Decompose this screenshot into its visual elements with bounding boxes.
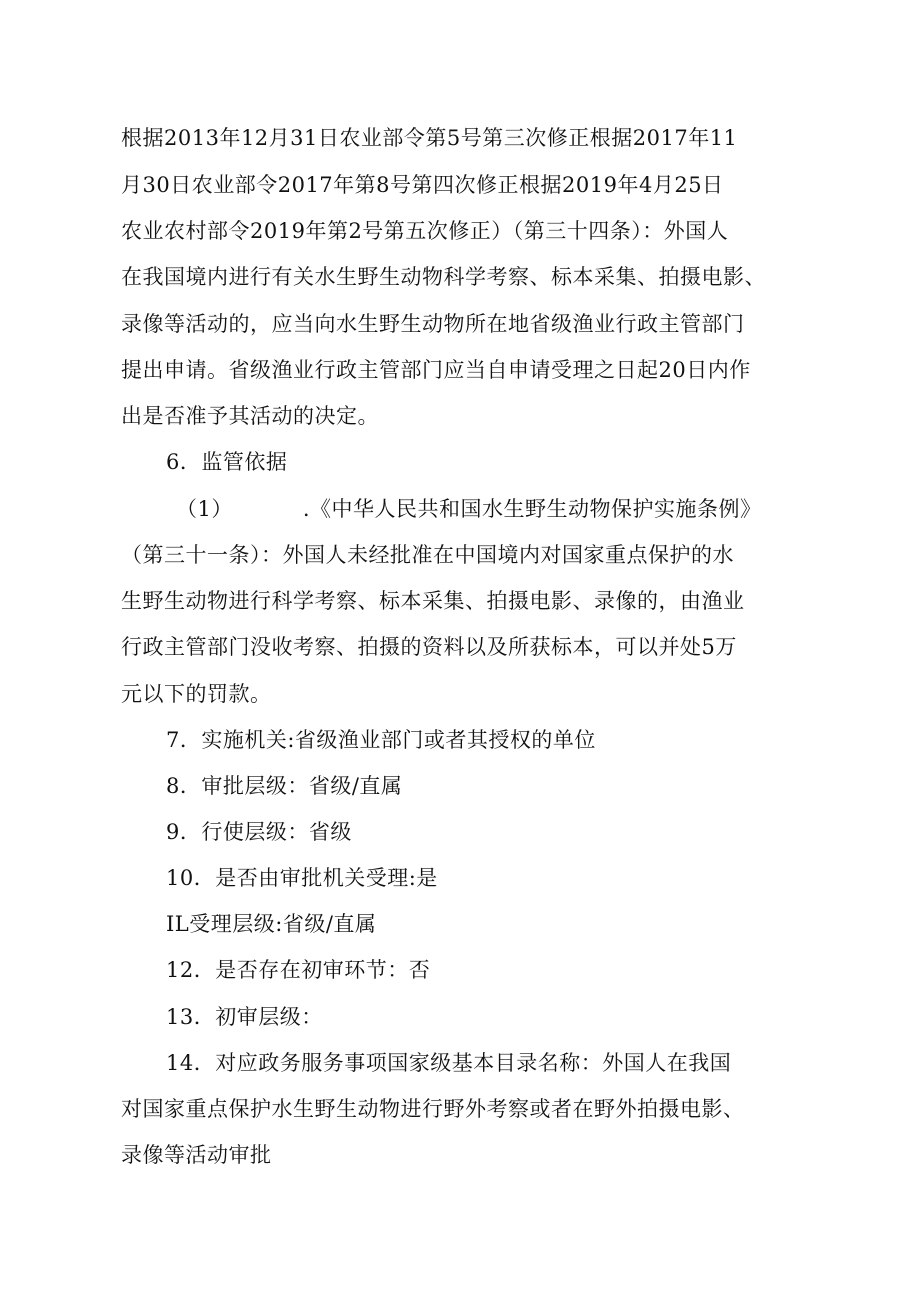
list-item: 13．初审层级： — [166, 1005, 323, 1029]
paragraph-line: 对国家重点保护水生野生动物进行野外考察或者在野外拍摄电影、 — [121, 1097, 745, 1121]
list-item: 8．审批层级：省级/直属 — [166, 774, 403, 798]
regulation-citation — [176, 494, 762, 524]
paragraph-line: 出是否准予其活动的决定。 — [121, 404, 379, 428]
paragraph-line: 根据2013年12月31日农业部令第5号第三次修正根据2017年11 — [121, 126, 738, 150]
list-item: 9．行使层级：省级 — [166, 820, 352, 844]
item-number: （1） — [176, 497, 233, 521]
list-item: IL受理层级:省级/直属 — [166, 912, 377, 936]
section-heading: 6．监管依据 — [166, 450, 288, 474]
paragraph-line: 农业农村部令2019年第2号第五次修正）（第三十四条）：外国人 — [121, 219, 729, 243]
paragraph-line: 录像等活动审批 — [121, 1143, 272, 1167]
paragraph-line: 行政主管部门没收考察、拍摄的资料以及所获标本，可以并处5万 — [121, 635, 737, 659]
paragraph-line: 录像等活动的，应当向水生野生动物所在地省级渔业行政主管部门 — [121, 312, 745, 336]
list-item: 7．实施机关:省级渔业部门或者其授权的单位 — [166, 728, 596, 752]
paragraph-line: （第三十一条）：外国人未经批准在中国境内对国家重点保护的水 — [121, 543, 734, 567]
paragraph-line: 提出申请。省级渔业行政主管部门应当自申请受理之日起20日内作 — [121, 358, 751, 382]
paragraph-line: 月30日农业部令2017年第8号第四次修正根据2019年4月25日 — [121, 173, 724, 197]
paragraph-line: 生野生动物进行科学考察、标本采集、拍摄电影、录像的，由渔业 — [121, 589, 745, 613]
paragraph-line: 元以下的罚款。 — [121, 682, 272, 706]
list-item: 14．对应政务服务事项国家级基本目录名称：外国人在我国 — [166, 1051, 732, 1075]
list-item: 10．是否由审批机关受理:是 — [166, 866, 438, 890]
regulation-title: .《中华人民共和国水生野生动物保护实施条例》 — [302, 497, 762, 521]
list-item: 12．是否存在初审环节：否 — [166, 958, 431, 982]
paragraph-line: 在我国境内进行有关水生野生动物科学考察、标本采集、拍摄电影、 — [121, 265, 766, 289]
